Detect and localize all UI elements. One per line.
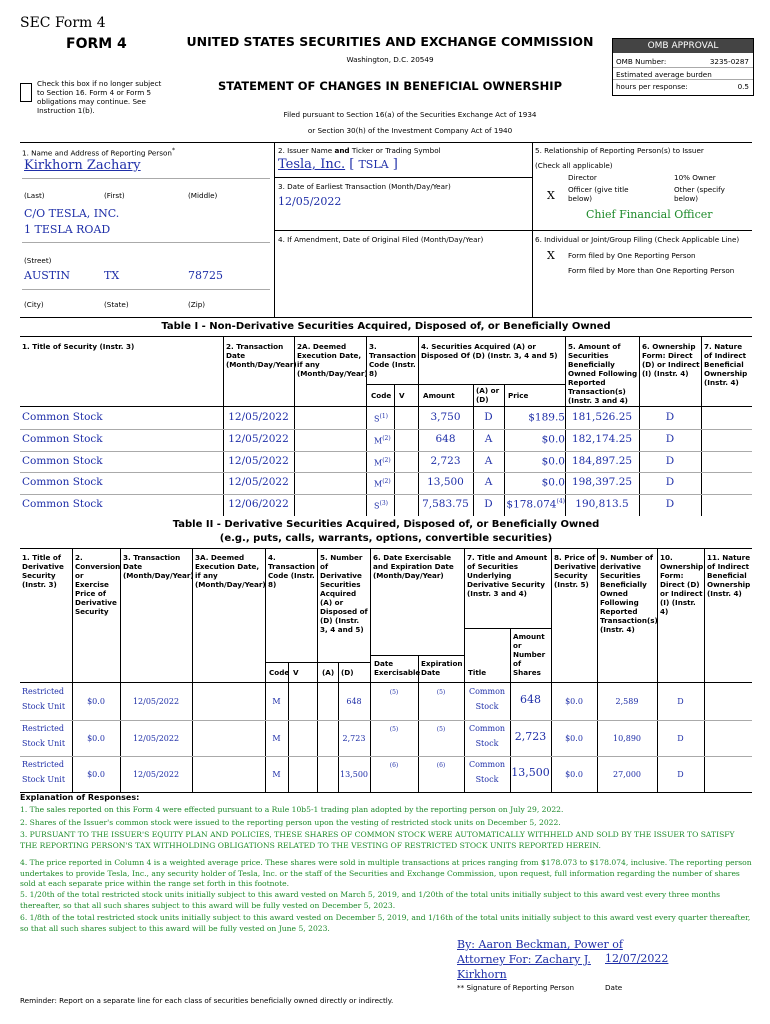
ownership-form: D [665, 411, 675, 423]
disposed-amount: 13,500 [340, 770, 368, 779]
transaction-code [374, 478, 391, 489]
date-label: Date [605, 983, 623, 992]
explanation-note: 6. 1/8th of the total restricted stock units initially subject to this award vested on December 5, 2019, and 1/16th of the total units initially subject to this award vest every quarter thereafter, so that all such shares subject to this award will be fully vested on June 5, 2023. [20, 913, 751, 933]
derivative-title-2: Stock Unit [22, 775, 66, 784]
t2-h10: 10. Ownership Form: Direct (D) or Indirect (I) (Instr. 4) [660, 553, 704, 616]
date-exercisable[interactable]: (5) [389, 689, 399, 696]
expiration-date[interactable]: (5) [436, 689, 446, 696]
omb-hours-label: hours per response: [616, 82, 688, 91]
underlying-title-1: Common [468, 760, 506, 769]
derivative-title-1: Restricted [22, 687, 65, 696]
t2-h7: 7. Title and Amount of Securities Underlying Derivative Security (Instr. 3 and 4) [467, 553, 548, 598]
more-person-label: Form filed by More than One Reporting Person [568, 266, 735, 275]
state: TX [104, 269, 120, 282]
signature-date: 12/07/2022 [605, 952, 669, 965]
price [504, 433, 565, 446]
signature-line-1: By: Aaron Beckman, Power of [457, 938, 623, 951]
owned-following: 198,397.25 [571, 476, 633, 489]
t1-h2a: 2A. Deemed Execution Date, if any (Month/Day/Year) [297, 342, 368, 378]
acquired-disposed: A [484, 476, 493, 489]
officer-title: Chief Financial Officer [586, 208, 713, 221]
transaction-code: M [272, 697, 281, 706]
table2-title: Table II - Derivative Securities Acquired, Disposed of, or Beneficially Owned [172, 519, 600, 530]
table2-subtitle: (e.g., puts, calls, warrants, options, convertible securities) [219, 533, 553, 544]
t1-price: Price [508, 391, 529, 400]
omb-title: OMB APPROVAL [613, 39, 753, 53]
ownership-form: D [665, 498, 675, 511]
disposed-amount: 2,723 [342, 733, 366, 743]
price-value: $178.074 [506, 498, 557, 511]
footnote-ref[interactable]: (4) [556, 498, 565, 506]
underlying-title-1: Common [468, 723, 506, 733]
t1-h2: 2. Transaction Date (Month/Day/Year) [226, 342, 297, 369]
one-person-label: Form filed by One Reporting Person [568, 251, 696, 260]
price-value: $0.0 [541, 433, 565, 446]
acquired-disposed: A [484, 432, 493, 445]
acquired-disposed: D [484, 498, 493, 511]
omb-box [612, 38, 754, 96]
security-title: Common Stock [22, 476, 103, 489]
derivative-title-1: Restricted [22, 723, 65, 733]
signature-block[interactable] [457, 937, 623, 982]
transaction-date: 12/05/2022 [132, 733, 180, 743]
price [504, 476, 565, 489]
table1-title: Table I - Non-Derivative Securities Acquired, Disposed of, or Beneficially Owned [161, 321, 611, 332]
officer-check-mark[interactable]: X [547, 189, 555, 202]
owned-following: 181,526.25 [571, 411, 633, 423]
sec-form-label: SEC Form 4 [20, 15, 106, 31]
explanation-note: 3. PURSUANT TO THE ISSUER'S EQUITY PLAN AND POLICIES, THESE SHARES OF COMMON STOCK WERE AUTOMATICALLY WITHHELD AND SOLD BY THE ISSUER TO SATISFY THE REPORTING PERSON'S TAX WITHHOLDING OBLIGATIONS RELATED TO THE VESTING OF RESTRICTED STOCK UNITS REPORTED HEREIN. [20, 830, 735, 850]
ownership-form: D [677, 733, 684, 743]
no-longer-subject-checkbox[interactable] [20, 83, 32, 102]
first-label: (First) [104, 191, 125, 200]
explanation-note: 4. The price reported in Column 4 is a weighted average price. These shares were sold in multiple transactions at prices ranging from $178.073 to $178.074, inclusive. The reporting person undertakes to provide Tesla, Inc., any security holder of Tesla, Inc. or the staff of the Securities and Exchange Commission, upon request, full information regarding the number of shares sold at each separate price within the range set forth in this footnote. [20, 858, 752, 888]
code-value: M [374, 480, 383, 490]
t2-date-ex: Date Exercisable [374, 659, 421, 677]
underlying-shares: 13,500 [511, 766, 550, 779]
last-label: (Last) [24, 191, 45, 200]
t2-exp: Expiration Date [421, 659, 463, 677]
t2-h4: 4. Transaction Code (Instr. 8) [268, 553, 315, 589]
amount: 3,750 [430, 411, 461, 423]
explanation-note: 1. The sales reported on this Form 4 were effected pursuant to a Rule 10b5-1 trading plan adopted by the reporting person on July 29, 2022. [20, 805, 564, 814]
zip: 78725 [188, 269, 223, 282]
omb-number: 3235-0287 [709, 57, 749, 66]
signature-label: ** Signature of Reporting Person [457, 983, 575, 992]
transaction-code [374, 500, 388, 511]
expiration-date[interactable]: (5) [436, 725, 446, 733]
t1-h7: 7. Nature of Indirect Beneficial Ownership (Instr. 4) [704, 342, 748, 387]
check-all: (Check all applicable) [535, 161, 613, 170]
acquired-disposed: A [484, 454, 493, 467]
security-title: Common Stock [22, 454, 103, 467]
conversion-price: $0.0 [87, 697, 105, 706]
derivative-price: $0.0 [565, 733, 583, 743]
box4-label: 4. If Amendment, Date of Original Filed (Month/Day/Year) [278, 235, 484, 244]
code-value: M [374, 436, 383, 446]
price [504, 411, 565, 424]
form-title: FORM 4 [66, 36, 127, 52]
ownership-form: D [677, 697, 684, 706]
t2-h9: 9. Number of derivative Securities Beneficially Owned Following Reported Transaction(s) (Instr. 4) [600, 553, 658, 634]
date-exercisable[interactable]: (6) [389, 762, 399, 769]
explanation-note: 5. 1/20th of the total restricted stock units initially subject to this award vested on March 5, 2019, and 1/20th of the total units initially subject to this award vest every three months thereafter, so that all such shares subject to this award will be fully vested on December 5, 2023. [20, 890, 721, 910]
owned-following: 10,890 [613, 733, 641, 743]
state-label: (State) [104, 300, 129, 309]
location: Washington, D.C. 20549 [346, 55, 434, 64]
owned-following: 184,897.25 [571, 454, 633, 467]
box6-label: 6. Individual or Joint/Group Filing (Check Applicable Line) [535, 235, 740, 244]
street-label: (Street) [24, 256, 52, 265]
explanation-note: 2. Shares of the Issuer's common stock were issued to the reporting person upon the vesting of restricted stock units on December 5, 2022. [20, 818, 561, 827]
derivative-title-1: Restricted [22, 760, 65, 769]
t2-v: V [293, 668, 299, 677]
middle-label: (Middle) [188, 191, 218, 200]
transaction-date: 12/05/2022 [228, 432, 289, 445]
price-value: $0.0 [541, 476, 565, 489]
owned-following: 27,000 [613, 770, 641, 779]
t1-aord: (A) or (D) [476, 386, 500, 404]
t2-h6: 6. Date Exercisable and Expiration Date (Month/Day/Year) [373, 553, 454, 580]
t2-h5: 5. Number of Derivative Securities Acquired (A) or Disposed of (D) (Instr. 3, 4 and 5) [320, 553, 368, 634]
address-line-1: C/O TESLA, INC. [24, 207, 120, 220]
omb-number-label: OMB Number: [616, 57, 667, 66]
amount: 13,500 [427, 476, 464, 489]
ten-pct-label: 10% Owner [674, 173, 716, 182]
transaction-code [374, 457, 391, 468]
box2-label: 2. Issuer Name and Ticker or Trading Symbol [278, 146, 441, 155]
price [504, 498, 565, 511]
owned-following: 2,589 [615, 697, 639, 706]
derivative-price: $0.0 [565, 697, 583, 706]
ownership-form: D [677, 770, 684, 779]
t2-h3a: 3A. Deemed Execution Date, if any (Month/Day/Year) [195, 553, 266, 589]
statement-title: STATEMENT OF CHANGES IN BENEFICIAL OWNERSHIP [217, 79, 563, 93]
t2-title: Title [468, 668, 487, 677]
transaction-date: 12/05/2022 [132, 697, 180, 706]
zip-label: (Zip) [188, 300, 206, 309]
conversion-price: $0.0 [87, 770, 105, 779]
derivative-title-2: Stock Unit [22, 738, 66, 748]
t1-h3: 3. Transaction Code (Instr. 8) [369, 342, 416, 378]
derivative-title-2: Stock Unit [22, 702, 66, 711]
ownership-form: D [665, 476, 675, 489]
omb-burden-label: Estimated average burden [616, 70, 712, 79]
code-value: M [374, 458, 383, 468]
footnote-ref[interactable]: (3) [379, 500, 388, 508]
underlying-title-1: Common [468, 687, 506, 696]
t1-h4: 4. Securities Acquired (A) or Disposed Of (D) (Instr. 3, 4 and 5) [421, 342, 558, 360]
footnote-ref[interactable]: (2) [382, 456, 391, 464]
amount: 648 [435, 432, 456, 445]
expiration-date[interactable]: (6) [436, 762, 446, 769]
t1-h1: 1. Title of Security (Instr. 3) [22, 342, 135, 351]
t1-h5: 5. Amount of Securities Beneficially Owned Following Reported Transaction(s) (Instr. 3 and 4) [568, 342, 638, 405]
transaction-code: M [272, 770, 281, 779]
t2-code: Code [269, 668, 290, 677]
filed-line-2: or Section 30(h) of the Investment Company Act of 1940 [307, 126, 513, 135]
price-value: $0.0 [541, 455, 565, 468]
underlying-title-2: Stock [475, 702, 499, 711]
ownership-form: D [665, 432, 675, 445]
checkbox-text: Check this box if no longer subject to Section 16. Form 4 or Form 5 obligations may continue. See Instruction 1(b). [37, 79, 162, 115]
agency-title: UNITED STATES SECURITIES AND EXCHANGE COMMISSION [186, 34, 594, 49]
transaction-date: 12/05/2022 [132, 770, 180, 779]
t2-h11: 11. Nature of Indirect Beneficial Ownership (Instr. 4) [707, 553, 751, 598]
earliest-date: 12/05/2022 [278, 195, 342, 208]
amount: 7,583.75 [422, 498, 469, 511]
issuer-name[interactable]: Tesla, Inc. [ TSLA ] [278, 157, 398, 172]
transaction-date: 12/06/2022 [228, 498, 289, 511]
owned-following: 182,174.25 [571, 432, 633, 445]
derivative-price: $0.0 [565, 770, 583, 779]
price [504, 455, 565, 468]
t2-h2: 2. Conversion or Exercise Price of Derivative Security [75, 553, 121, 616]
transaction-date: 12/05/2022 [228, 476, 289, 489]
price-value: $189.5 [528, 411, 565, 424]
omb-hours: 0.5 [737, 82, 749, 91]
ticker: TSLA [358, 158, 389, 171]
underlying-shares: 2,723 [514, 729, 547, 743]
one-person-check-mark[interactable]: X [547, 249, 555, 262]
t2-a: (A) [322, 668, 335, 677]
security-title: Common Stock [22, 498, 103, 511]
signature-line-3: Kirkhorn [457, 968, 507, 981]
box1-label: 1. Name and Address of Reporting Person* [22, 147, 175, 158]
footnote-ref[interactable]: (2) [382, 478, 391, 486]
ownership-form: D [665, 454, 675, 467]
owned-following: 190,813.5 [575, 498, 629, 511]
acquired-disposed: D [484, 411, 493, 423]
t1-amount: Amount [423, 391, 455, 400]
t2-h1: 1. Title of Derivative Security (Instr. 3) [22, 553, 64, 589]
date-exercisable[interactable]: (5) [389, 725, 399, 733]
transaction-date: 12/05/2022 [228, 454, 289, 467]
reporting-person-name[interactable]: Kirkhorn Zachary [24, 158, 141, 173]
underlying-title-2: Stock [475, 775, 499, 784]
address-line-2: 1 TESLA ROAD [24, 223, 111, 236]
amount: 2,723 [430, 454, 461, 467]
other-label: Other (specify below) [674, 185, 725, 203]
t1-code: Code [371, 391, 392, 400]
city: AUSTIN [24, 269, 71, 282]
t2-h3: 3. Transaction Date (Month/Day/Year) [123, 553, 194, 580]
code-value: S [374, 501, 380, 511]
filed-line-1: Filed pursuant to Section 16(a) of the Securities Exchange Act of 1934 [283, 110, 537, 119]
transaction-date: 12/05/2022 [228, 411, 289, 423]
t2-d: (D) [341, 668, 354, 677]
transaction-code [374, 413, 388, 424]
t1-h6: 6. Ownership Form: Direct (D) or Indirect (I) (Instr. 4) [642, 342, 700, 378]
transaction-code [374, 435, 391, 446]
footnote-ref[interactable]: (2) [382, 434, 391, 442]
box3-label: 3. Date of Earliest Transaction (Month/Day/Year) [278, 182, 451, 191]
underlying-title-2: Stock [475, 738, 499, 748]
explanation-title: Explanation of Responses: [20, 793, 140, 802]
t2-h8: 8. Price of Derivative Security (Instr. 5) [554, 553, 596, 589]
security-title: Common Stock [22, 432, 103, 445]
signature-line-2: Attorney For: Zachary J. [457, 953, 591, 966]
t1-v: V [399, 391, 405, 400]
conversion-price: $0.0 [87, 733, 105, 743]
underlying-shares: 648 [520, 693, 541, 706]
box5-label: 5. Relationship of Reporting Person(s) to Issuer [535, 146, 704, 155]
disposed-amount: 648 [346, 697, 362, 706]
city-label: (City) [24, 300, 44, 309]
reminder: Reminder: Report on a separate line for each class of securities beneficially owned directly or indirectly. [20, 996, 394, 1005]
code-value: S [374, 414, 380, 424]
security-title: Common Stock [22, 411, 103, 423]
transaction-code: M [272, 733, 281, 743]
footnote-ref[interactable]: (1) [379, 413, 388, 420]
director-label: Director [568, 173, 597, 182]
t2-amount: Amount or Number of Shares [513, 632, 546, 677]
officer-label: Officer (give title below) [568, 185, 629, 203]
